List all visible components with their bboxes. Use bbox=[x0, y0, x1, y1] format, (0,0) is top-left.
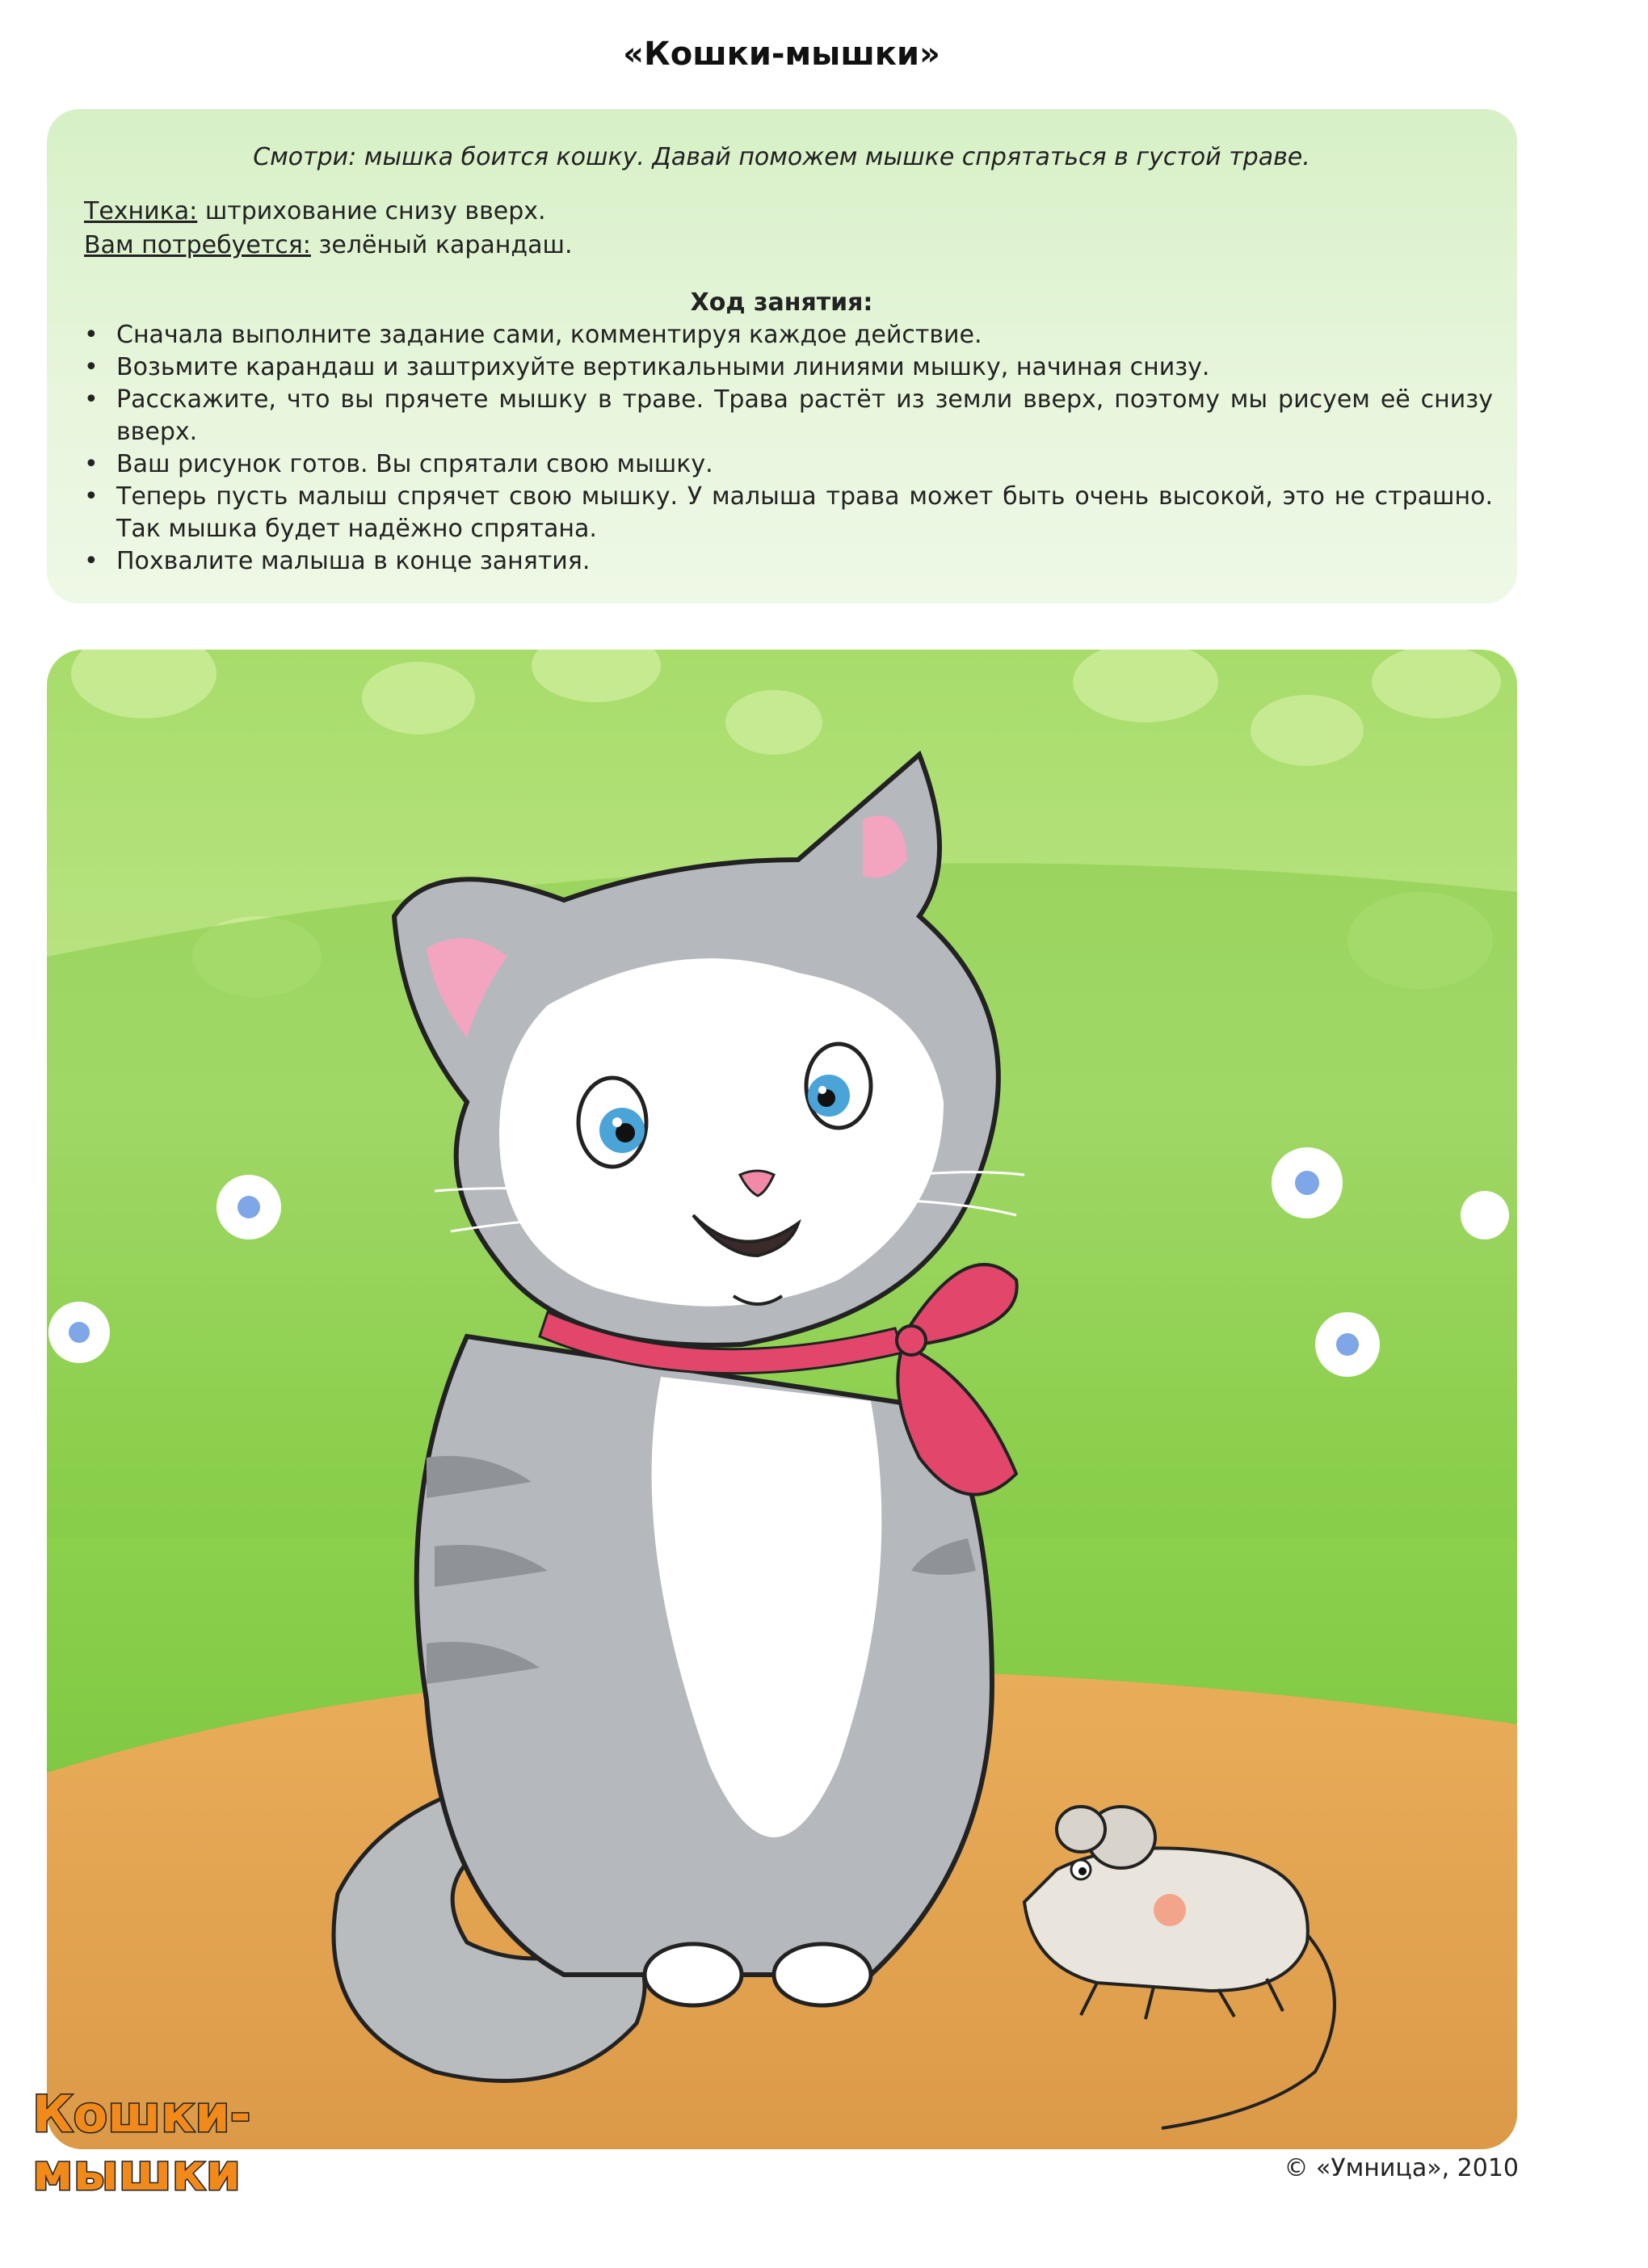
technique-label: Техника: bbox=[84, 197, 198, 225]
bullet-icon: • bbox=[84, 353, 99, 381]
technique-value: штрихование снизу вверх. bbox=[204, 197, 546, 225]
list-item: • Теперь пусть малыш спрячет свою мышку. У малыша трава может быть очень высокой, это не страшно. Так мышка будет надёжно спрятана. bbox=[84, 482, 1493, 543]
bullet-icon: • bbox=[84, 482, 99, 511]
bullet-icon: • bbox=[84, 547, 99, 575]
technique-line bbox=[84, 197, 546, 225]
cat-eye-left bbox=[578, 1078, 646, 1167]
materials-line bbox=[84, 231, 573, 259]
list-item: • Сначала выполните задание сами, комментируя каждое действие. bbox=[84, 319, 1493, 351]
materials-label: Вам потребуется: bbox=[84, 231, 311, 259]
cat-paw-right bbox=[774, 1944, 871, 2005]
bullet-icon: • bbox=[84, 450, 99, 478]
bullet-icon: • bbox=[84, 321, 99, 349]
logo-line1: Кошки- bbox=[32, 2085, 251, 2144]
illustration-svg bbox=[47, 650, 1517, 2149]
cat-and-mouse-illustration bbox=[47, 650, 1517, 2149]
mouse-cheek bbox=[1154, 1894, 1186, 1926]
page-title: «Кошки-мышки» bbox=[623, 36, 940, 73]
materials-value: зелёный карандаш. bbox=[318, 231, 573, 259]
cat-eye-right bbox=[806, 1044, 871, 1128]
logo-line2: мышки bbox=[32, 2143, 242, 2201]
brand-logo bbox=[29, 2080, 320, 2201]
list-item: • Расскажите, что вы прячете мышку в траве. Трава растёт из земли вверх, поэтому мы рисуем её снизу вверх. bbox=[84, 385, 1493, 446]
list-item: • Возьмите карандаш и заштрихуйте вертикальными линиями мышку, начиная снизу. bbox=[84, 351, 1493, 384]
list-item: • Похвалите малыша в конце занятия. bbox=[84, 545, 1493, 578]
copyright: © «Умница», 2010 bbox=[1284, 2154, 1519, 2182]
steps-list bbox=[84, 319, 1493, 578]
mouse-ear-2 bbox=[1057, 1807, 1105, 1852]
steps-heading: Ход занятия: bbox=[690, 288, 873, 317]
list-item: • Ваш рисунок готов. Вы спрятали свою мышку. bbox=[84, 448, 1493, 481]
bullet-icon: • bbox=[84, 385, 99, 414]
intro-text: Смотри: мышка боится кошку. Давай поможем мышке спрятаться в густой траве. bbox=[253, 143, 1310, 171]
cat-paw-left bbox=[645, 1944, 742, 2005]
